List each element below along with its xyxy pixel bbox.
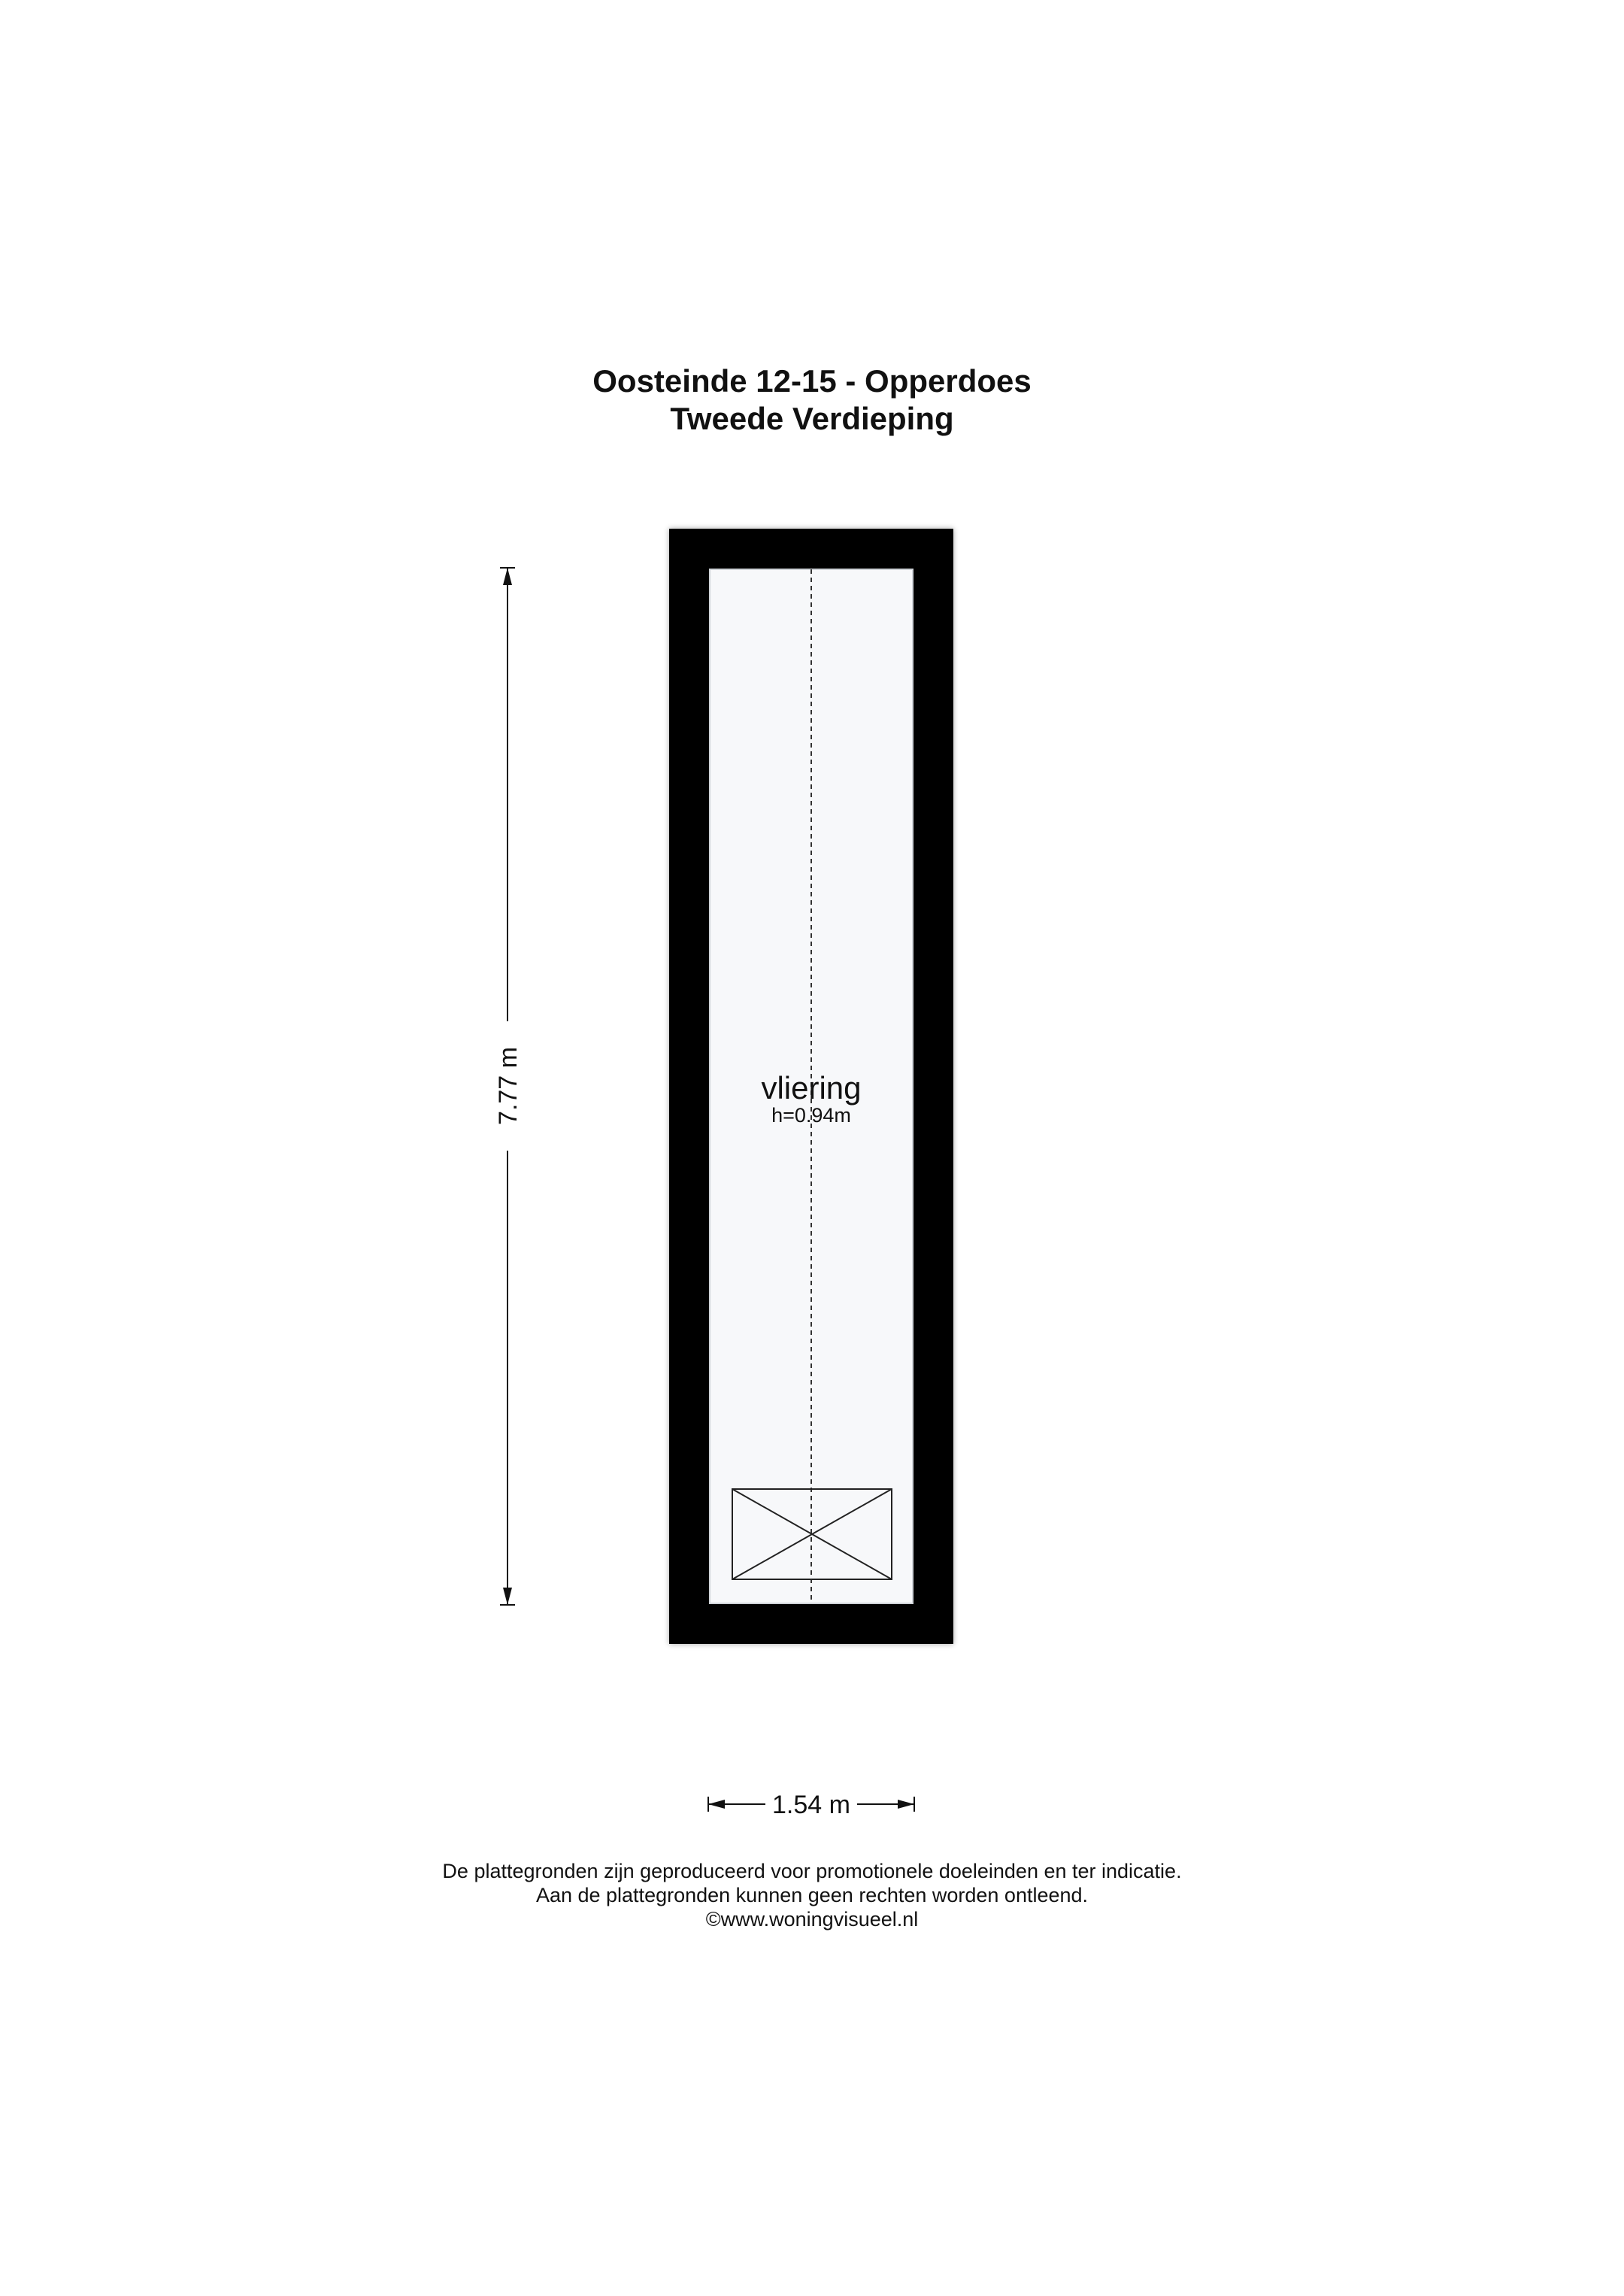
vertical-dimension-label: 7.77 m: [494, 1047, 523, 1125]
horizontal-dimension-label: 1.54 m: [772, 1791, 850, 1819]
disclaimer: [0, 1859, 1624, 1931]
disclaimer-line-1: De plattegronden zijn geproduceerd voor promotionele doeleinden en ter indicatie.: [442, 1860, 1182, 1882]
copyright-line: ©www.woningvisueel.nl: [705, 1908, 919, 1931]
floor-title: Tweede Verdieping: [670, 401, 954, 436]
room-height: h=0.94m: [771, 1104, 851, 1127]
address-title: Oosteinde 12-15 - Opperdoes: [592, 363, 1032, 399]
vertical-dimension: [494, 568, 523, 1605]
disclaimer-line-2: Aan de plattegronden kunnen geen rechten worden ontleend.: [535, 1884, 1089, 1906]
horizontal-dimension: [708, 1791, 914, 1819]
room-name: vliering: [761, 1070, 862, 1106]
